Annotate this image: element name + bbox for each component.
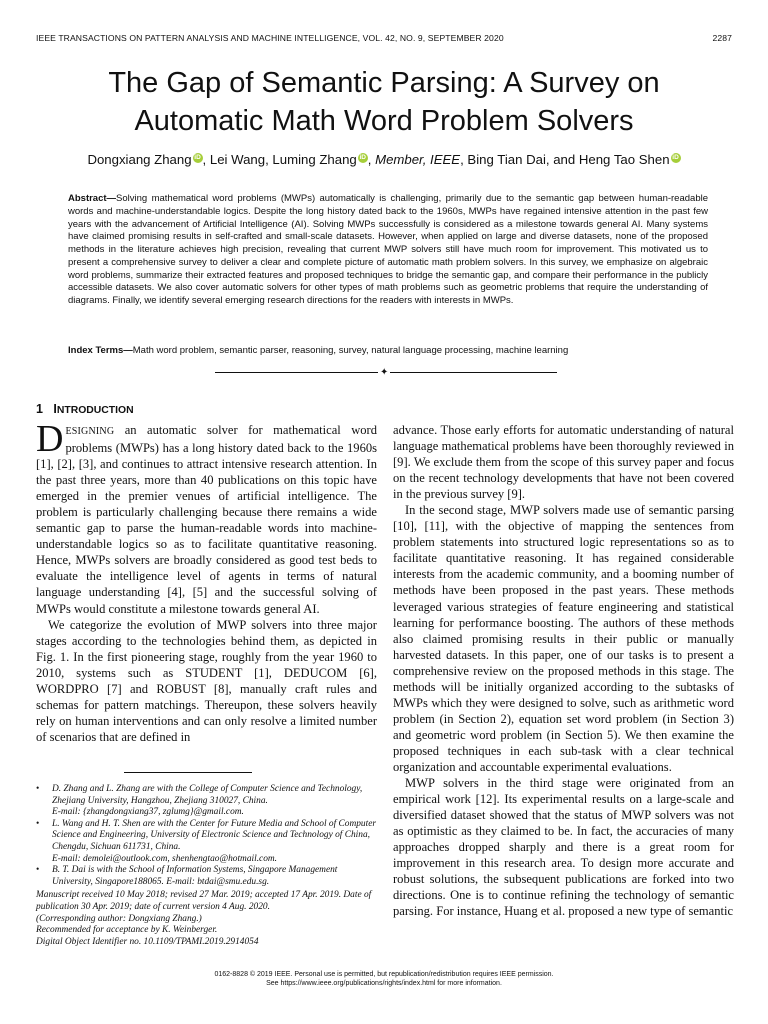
author-separator: ,: [367, 152, 372, 167]
left-column: [36, 418, 377, 745]
right-column: [393, 422, 734, 919]
member-title: Member, IEEE: [375, 152, 461, 167]
copyright-line: 0162-8828 © 2019 IEEE. Personal use is permitted, but republication/redistribution requires IEEE permission.: [214, 971, 554, 978]
index-terms-text: Math word problem, semantic parser, reasoning, survey, natural language processing, machine learning: [132, 345, 569, 356]
section-title-rest: NTRODUCTION: [56, 405, 134, 416]
abstract-label: Abstract—: [68, 193, 117, 204]
section-heading: [36, 402, 134, 416]
orcid-icon[interactable]: iD: [194, 154, 201, 161]
bullet: •: [36, 818, 40, 829]
bullet: •: [36, 784, 40, 794]
affiliation-footnote: [36, 865, 377, 888]
rights-link[interactable]: See https://www.ieee.org/publications/rights/index.html for more information.: [266, 980, 502, 987]
paragraph: In the second stage, MWP solvers made use of semantic parsing [10], [11], with the objective of mapping the sentences from problem statements into structured logic representations so as to facilitate quantitative reasoning. It has regained considerable interests from the academic community, and a booming number of methods have been proposed in the past years. These methods leveraged various strategies of feature engineering and statistical learning for performance boosting. The authors of these methods also claimed promising results in their public or manually harvested datasets. In this paper, one of our tasks is to present a comprehensive review on the proposed methods in this stage. The methods will be initially organized according to the subtasks of MWPs which they were designed to solve, such as arithmetic word problem (in Section 2), equation set word problem (in Section 3) and geometric word problem (in Section 5). We then examine the proposed techniques in each sub-task with a clear technical organization and accountable experimental evaluations.: [393, 503, 734, 774]
paragraph: advance. Those early efforts for automatic understanding of natural language mathematical problems have been thoroughly reviewed in [9]. We exclude them from the scope of this survey paper and focus on the recent technology developments that have not been covered in the previous survey [9].: [393, 423, 734, 502]
journal-name: IEEE TRANSACTIONS ON PATTERN ANALYSIS AND MACHINE INTELLIGENCE, VOL. 42, NO. 9, SEPTEMBER 2020: [36, 33, 504, 43]
author-name: , Lei Wang, Luming Zhang: [202, 152, 357, 167]
affiliation-footnote: [36, 784, 377, 819]
orcid-icon[interactable]: iD: [672, 154, 679, 161]
paragraph: MWP solvers in the third stage were originated from an empirical work [12]. Its experimental results on a large-scale and diversified dataset showed that the status of MWP solvers was not as optimistic as they claimed to be. In fact, the accuracies of many approaches dropped sharply and there is a great room for improvement in this research area. To design more accurate and robust solutions, the subsequent publications are forked into two directions. One is to continue refining the technology of semantic parsing. For instance, Huang et al. proposed a new type of semantic: [393, 776, 734, 919]
page-number: 2287: [712, 33, 732, 43]
author-name: , Bing Tian Dai, and Heng Tao Shen: [460, 152, 670, 167]
footnote-line: E-mail: {zhangdongxiang37, zglumg}@gmail.com.: [52, 807, 244, 818]
paragraph: [36, 418, 377, 617]
manuscript-line: (Corresponding author: Dongxiang Zhang.): [36, 913, 202, 924]
diamond-icon: ✦: [380, 367, 389, 378]
footnote-rule: [124, 772, 252, 773]
bullet: •: [36, 865, 40, 876]
manuscript-line: Manuscript received 10 May 2018; revised 27 Mar. 2019; accepted 17 Apr. 2019. Date of publication 30 Apr. 2019; date of current version 4 Aug. 2020.: [36, 890, 372, 912]
section-number: 1: [36, 402, 43, 416]
author-list: [30, 152, 738, 167]
title-line-1: The Gap of Semantic Parsing: A Survey on: [108, 67, 660, 99]
affiliation-footnote: [36, 819, 377, 865]
footnote-line: D. Zhang and L. Zhang are with the College of Computer Science and Technology, Zhejiang University, Hangzhou, Zhejiang 310027, China.: [52, 784, 363, 806]
orcid-icon[interactable]: iD: [359, 154, 366, 161]
index-terms-label: Index Terms—: [68, 345, 133, 356]
author-name: Dongxiang Zhang: [87, 152, 192, 167]
index-terms: [68, 345, 708, 358]
small-caps-word: ESIGNING: [65, 426, 115, 437]
copyright-footer: [0, 970, 768, 988]
footnotes: [36, 784, 377, 948]
manuscript-line: Recommended for acceptance by K. Weinberger.: [36, 925, 218, 936]
paper-title: [30, 64, 738, 140]
footnote-line: E-mail: demolei@outlook.com, shenhengtao@hotmail.com.: [52, 853, 278, 864]
footnote-line: L. Wang and H. T. Shen are with the Center for Future Media and School of Computer Science and Engineering, University of Electronic Science and Technology of China, Chengdu, Sichuan 611731, China.: [52, 818, 377, 852]
running-header: [36, 33, 732, 43]
section-title-initial: I: [53, 402, 57, 416]
abstract-text: Solving mathematical word problems (MWPs) automatically is challenging, primarily due to the semantic gap between human-readable words and machine-understandable logics. Despite the long history dated back to the 1960s, MWPs have regained intensive attention in the past few years with the advancement of Artificial Intelligence (AI). Solving MWPs successfully is considered as a milestone towards general AI. Many systems have claimed promising results in self-crafted and small-scale datasets. However, when applied on large and diverse datasets, none of the proposed methods in the literature achieves high precision, revealing that current MWP solvers still have much room for improvement. This motivated us to present a comprehensive survey to deliver a clear and complete picture of automatic math problem solvers. In this survey, we emphasize on algebraic word problems, summarize their extracted features and proposed techniques to bridge the semantic gap, and compare their performance in the publicly accessible datasets. We also cover automatic solvers for other types of math problems such as geometric problems that require the understanding of diagrams. Finally, we identify several emerging research directions for the readers with interests in MWPs.: [68, 193, 708, 306]
doi-line: Digital Object Identifier no. 10.1109/TPAMI.2019.2914054: [36, 936, 259, 947]
abstract: [68, 193, 708, 308]
drop-cap: D: [36, 418, 64, 460]
title-line-2: Automatic Math Word Problem Solvers: [134, 105, 634, 137]
manuscript-info: [36, 890, 377, 948]
paragraph: We categorize the evolution of MWP solvers into three major stages according to the technologies behind them, as depicted in Fig. 1. In the first pioneering stage, roughly from the year 1960 to 2010, systems such as STUDENT [1], DEDUCOM [6], WORDPRO [7] and ROBUST [8], manually craft rules and schemas for pattern matchings. Thereupon, these solvers heavily rely on human interventions and can only resolve a limited number of scenarios that are defined in: [36, 617, 377, 744]
paragraph-text: an automatic solver for mathematical word problems (MWPs) has a long history dated back to the 1960s [1], [2], [3], and continues to attract intensive research attention. In the past three years, more than 40 publications on this topic have emerged in the premier venues of artificial intelligence. The problem is particularly challenging because there remains a wide semantic gap to parse the human-readable words into machine-understandable logics so as to facilitate quantitative reasoning. Hence, MWPs solvers are broadly considered as good test beds to evaluate the intelligence level of agents in terms of natural language understanding [4], [5] and the successful solving of MWPs would constitute a milestone towards general AI.: [36, 423, 377, 616]
footnote-line: B. T. Dai is with the School of Information Systems, Singapore Management University, Singapore188065. E-mail: btdai@smu.edu.sg.: [52, 865, 338, 887]
